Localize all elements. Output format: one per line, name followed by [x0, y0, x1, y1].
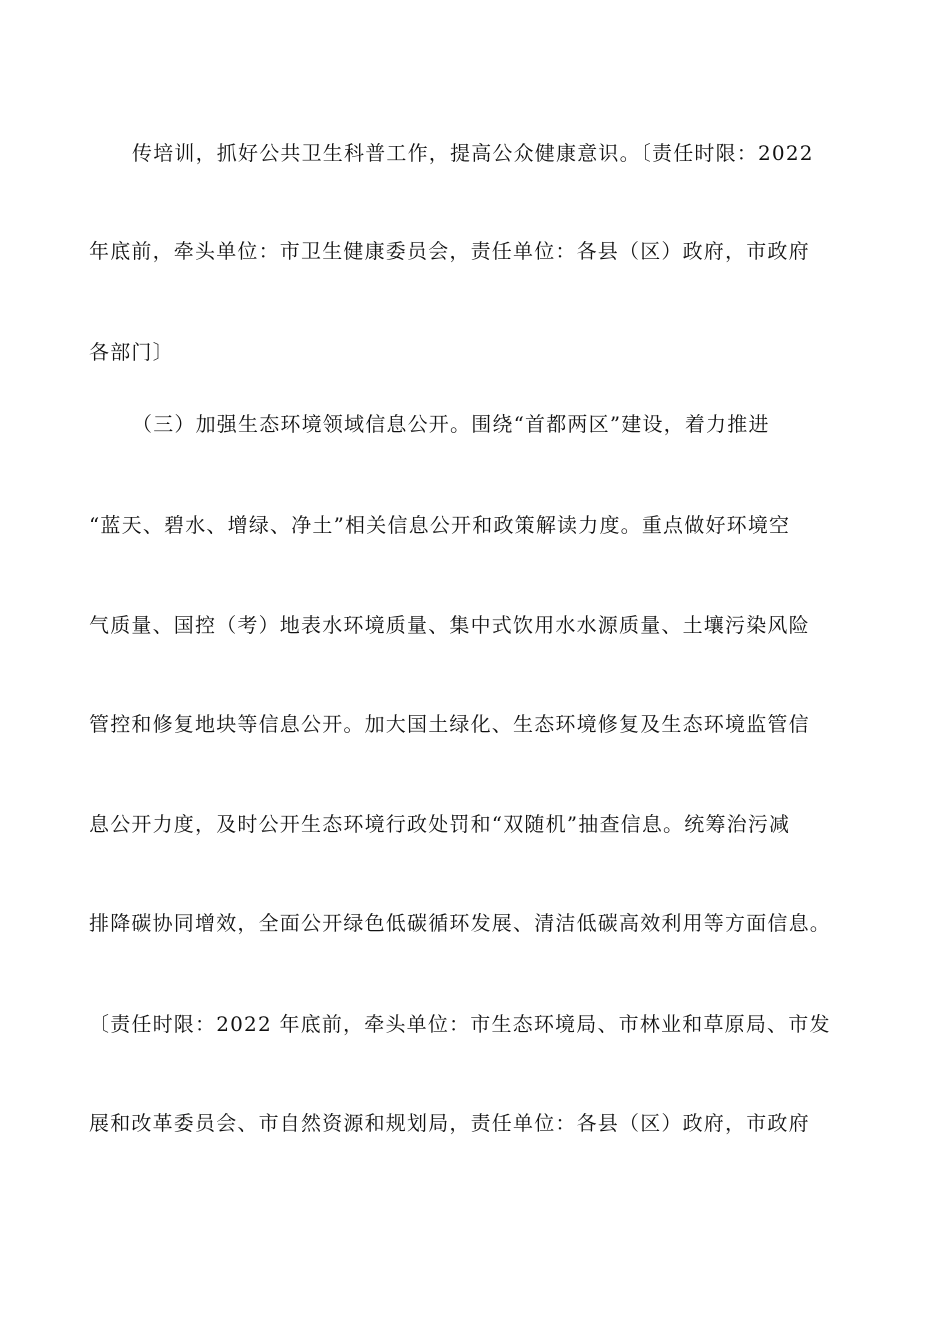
- text-line-11: 展和改革委员会、市自然资源和规划局，责任单位：各县（区）政府，市政府: [89, 1111, 810, 1135]
- text-line-1: 传培训，抓好公共卫生科普工作，提高公众健康意识。〔责任时限：2022: [132, 141, 814, 165]
- text-line-8: 息公开力度，及时公开生态环境行政处罚和“双随机”抽查信息。统筹治污减: [89, 812, 791, 836]
- text-line-7: 管控和修复地块等信息公开。加大国土绿化、生态环境修复及生态环境监管信: [89, 712, 810, 736]
- text-line-2: 年底前，牵头单位：市卫生健康委员会，责任单位：各县（区）政府，市政府: [89, 239, 810, 263]
- text-line-3: 各部门〕: [89, 340, 174, 364]
- text-line-10: 〔责任时限：2022 年底前，牵头单位：市生态环境局、市林业和草原局、市发: [89, 1012, 831, 1036]
- text-line-6: 气质量、国控（考）地表水环境质量、集中式饮用水水源质量、土壤污染风险: [89, 613, 810, 637]
- text-line-9: 排降碳协同增效，全面公开绿色低碳循环发展、清洁低碳高效利用等方面信息。: [89, 911, 831, 935]
- text-line-5: “蓝天、碧水、增绿、净土”相关信息公开和政策解读力度。重点做好环境空: [89, 513, 791, 537]
- section-heading-line: （三）加强生态环境领域信息公开。围绕“首都两区”建设，着力推进: [132, 412, 770, 436]
